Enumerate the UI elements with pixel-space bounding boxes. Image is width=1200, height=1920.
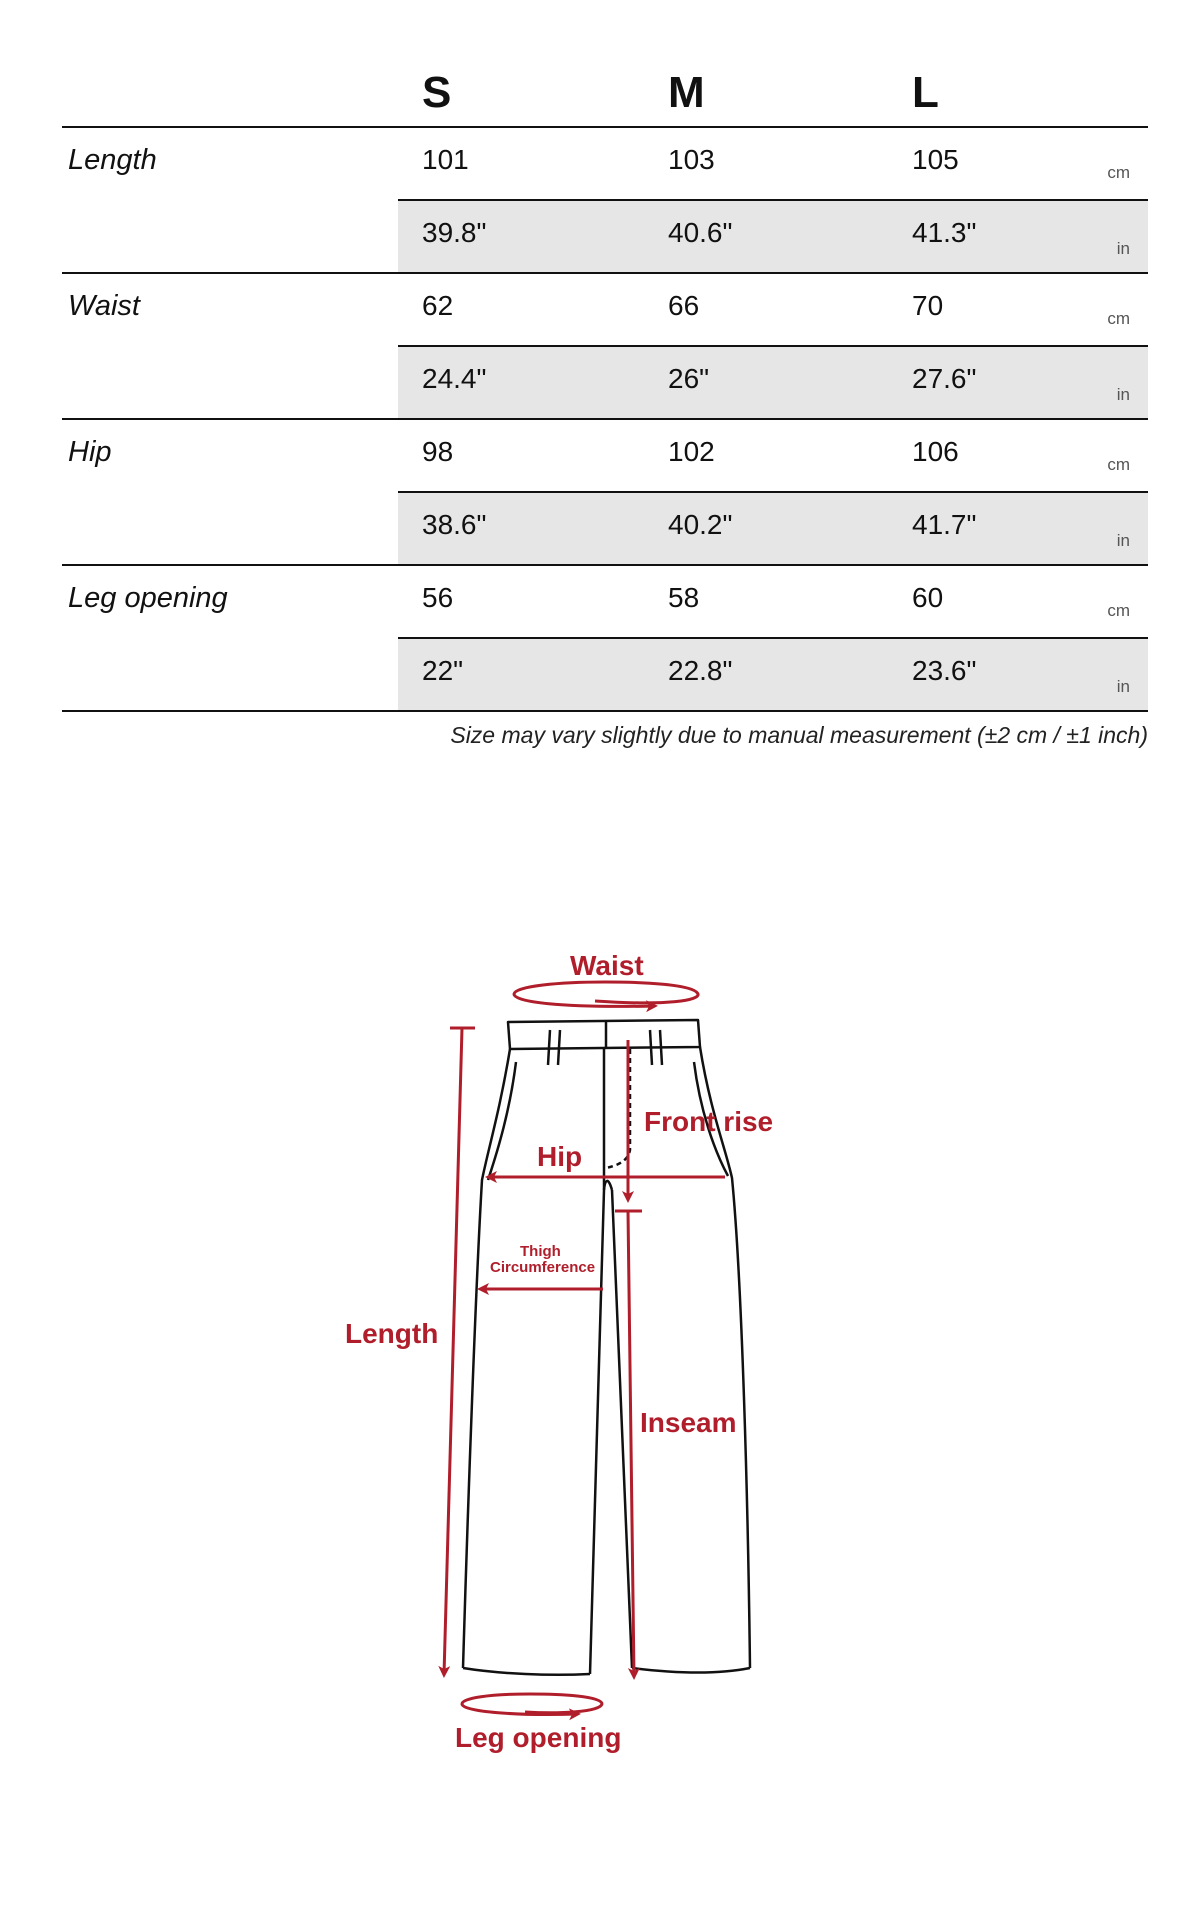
waist-arrow-icon (514, 982, 698, 1006)
measurement-note: Size may vary slightly due to manual measurement (±2 cm / ±1 inch) (450, 722, 1148, 748)
hip-cm-s: 98 (422, 436, 454, 467)
leg-opening-arrow-icon (462, 1694, 602, 1715)
unit-cm: cm (1107, 163, 1130, 182)
leg-opening-in-m: 22.8" (668, 655, 733, 686)
hip-in-s: 38.6" (422, 509, 487, 540)
measurement-lines (444, 982, 725, 1715)
length-cm-m: 103 (668, 144, 715, 175)
size-s-header: S (422, 68, 452, 117)
size-m-header: M (668, 68, 705, 117)
waist-in-s: 24.4" (422, 363, 487, 394)
unit-in: in (1116, 385, 1130, 404)
length-cm-l: 105 (912, 144, 959, 175)
leg-opening-cm-m: 58 (668, 582, 700, 613)
hip-label: Hip (68, 436, 112, 468)
hip-cm-m: 102 (668, 436, 715, 467)
circumference-diagram-label: Circumference (490, 1259, 596, 1276)
thigh-diagram-label: Thigh (520, 1243, 561, 1260)
unit-in: in (1116, 677, 1130, 696)
length-in-m: 40.6" (668, 217, 733, 248)
size-l-header: L (912, 68, 939, 117)
leg-opening-cm-s: 56 (422, 582, 454, 613)
hip-in-l: 41.7" (912, 509, 977, 540)
length-label: Length (68, 144, 157, 176)
waist-cm-m: 66 (668, 290, 700, 321)
hip-in-m: 40.2" (668, 509, 733, 540)
leg-opening-label: Leg opening (68, 582, 228, 614)
unit-in: in (1116, 531, 1130, 550)
waist-cm-l: 70 (912, 290, 944, 321)
inseam-diagram-label: Inseam (640, 1407, 737, 1438)
waist-cm-s: 62 (422, 290, 454, 321)
leg-opening-cm-l: 60 (912, 582, 944, 613)
leg-opening-in-l: 23.6" (912, 655, 977, 686)
leg-opening-in-s: 22" (422, 655, 464, 686)
unit-cm: cm (1107, 601, 1130, 620)
unit-cm: cm (1107, 309, 1130, 328)
length-in-l: 41.3" (912, 217, 977, 248)
hip-cm-l: 106 (912, 436, 959, 467)
length-arrow-icon (444, 1028, 462, 1675)
length-cm-s: 101 (422, 144, 469, 175)
unit-cm: cm (1107, 455, 1130, 474)
length-in-s: 39.8" (422, 217, 487, 248)
waist-label: Waist (68, 290, 140, 322)
front-rise-diagram-label: Front rise (644, 1106, 774, 1137)
waist-in-l: 27.6" (912, 363, 977, 394)
waist-in-m: 26" (668, 363, 710, 394)
unit-in: in (1116, 239, 1130, 258)
hip-diagram-label: Hip (537, 1141, 583, 1172)
leg-opening-diagram-label: Leg opening (455, 1722, 622, 1753)
waist-diagram-label: Waist (570, 950, 644, 981)
length-diagram-label: Length (345, 1318, 439, 1349)
